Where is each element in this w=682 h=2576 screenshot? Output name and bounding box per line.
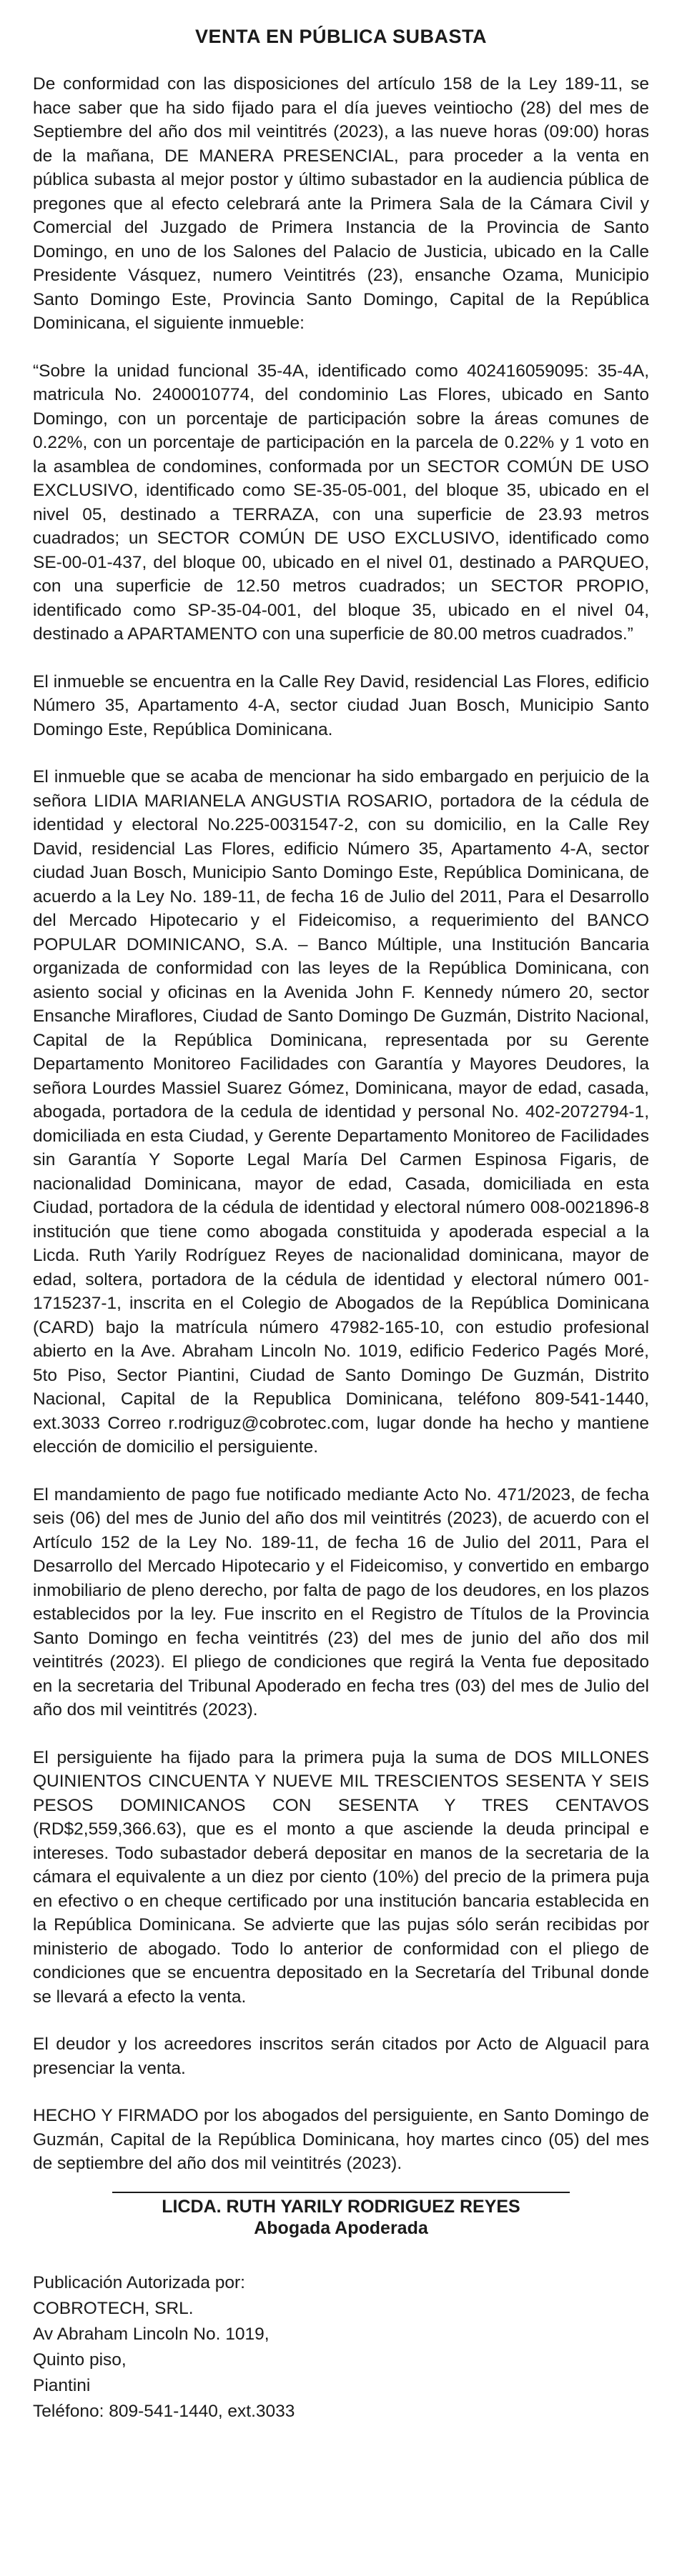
publication-company: COBROTECH, SRL. xyxy=(33,2298,194,2318)
publication-authorized-label: Publicación Autorizada por: xyxy=(33,2272,245,2292)
publication-address: Av Abraham Lincoln No. 1019, xyxy=(33,2324,270,2344)
signature-name: LICDA. RUTH YARILY RODRIGUEZ REYES xyxy=(162,2196,520,2217)
publication-sector: Piantini xyxy=(33,2375,91,2395)
publication-block xyxy=(33,2270,649,2425)
paragraph-signed: HECHO Y FIRMADO por los abogados del persiguiente, en Santo Domingo de Guzmán, Capital de la República Dominicana, hoy martes cinco (05) del mes de septiembre del año dos mil veintitrés (2023). xyxy=(33,2106,649,2173)
signature-role: Abogada Apoderada xyxy=(254,2217,428,2238)
publication-floor: Quinto piso, xyxy=(33,2350,127,2370)
notice-title: VENTA EN PÚBLICA SUBASTA xyxy=(194,26,487,47)
paragraph-property-location: El inmueble se encuentra en la Calle Rey David, residencial Las Flores, edificio Número 35, Apartamento 4-A, sector ciudad Juan Bosch, Municipio Santo Domingo Este, República Dominicana. xyxy=(33,672,649,739)
signature-line xyxy=(112,2192,570,2193)
paragraph-announcement: De conformidad con las disposiciones del artículo 158 de la Ley 189-11, se hace saber que ha sido fijado para el día jueves veintiocho (28) del mes de Septiembre del año dos mil veintitrés (2023), a las nueve horas (09:00) horas de la mañana, DE MANERA PRESENCIAL, para proceder a la venta en pública subasta al mejor postor y último subastador en la audiencia pública de pregones que al efecto celebrará ante la Primera Sala de la Cámara Civil y Comercial del Juzgado de Primera Instancia de la Provincia de Santo Domingo, en uno de los Salones del Palacio de Justicia, ubicado en la Calle Presidente Vásquez, numero Veintitrés (23), ensanche Ozama, Municipio Santo Domingo Este, Provincia Santo Domingo, Capital de la República Dominicana, el siguiente inmueble: xyxy=(33,74,649,333)
paragraph-debtor-citation: El deudor y los acreedores inscritos serán citados por Acto de Alguacil para presenciar la venta. xyxy=(33,2035,649,2078)
paragraph-payment-order: El mandamiento de pago fue notificado mediante Acto No. 471/2023, de fecha seis (06) del mes de Junio del año dos mil veintitrés (2023), de acuerdo con el Artículo 152 de la Ley No. 189-11, de fecha 16 de Julio del 2011, Para el Desarrollo del Mercado Hipotecario y el Fideicomiso, y convertido en embargo inmobiliario de pleno derecho, por falta de pago de los deudores, en los plazos establecidos por la ley. Fue inscrito en el Registro de Títulos de la Provincia Santo Domingo en fecha veintitrés (23) del mes de junio del año dos mil veintitrés (2023). El pliego de condiciones que regirá la Venta fue depositado en la secretaria del Tribunal Apoderado en fecha tres (03) del mes de Julio del año dos mil veintitrés (2023). xyxy=(33,1484,649,1719)
paragraph-property-description: “Sobre la unidad funcional 35-4A, identificado como 402416059095: 35-4A, matricula No. 2400010774, del condominio Las Flores, ubicado en Santo Domingo, con un porcentaje de participación sobre la áreas comunes de 0.22%, con un porcentaje de participación en la parcela de 0.22% y 1 voto en la asamblea de condomines, conformada por un SECTOR COMÚN DE USO EXCLUSIVO, identificado como SE-35-05-001, del bloque 35, ubicado en el nivel 05, destinado a TERRAZA, con una superficie de 23.93 metros cuadrados; un SECTOR COMÚN DE USO EXCLUSIVO, identificado como SE-00-01-437, del bloque 00, ubicado en el nivel 01, destinado a PARQUEO, con una superficie de 12.50 metros cuadrados; un SECTOR PROPIO, identificado como SP-35-04-001, del bloque 35, ubicado en el nivel 04, destinado a APARTAMENTO con una superficie de 80.00 metros cuadrados.” xyxy=(33,361,649,644)
paragraph-seizure-details: El inmueble que se acaba de mencionar ha sido embargado en perjuicio de la señora LIDIA MARIANELA ANGUSTIA ROSARIO, portadora de la cédula de identidad y electoral No.225-0031547-2, con su domicilio, en la Calle Rey David, residencial Las Flores, edificio Número 35, Apartamento 4-A, sector ciudad Juan Bosch, Municipio Santo Domingo Este, República Dominicana, de acuerdo a la Ley No. 189-11, de fecha 16 de Julio del 2011, Para el Desarrollo del Mercado Hipotecario y el Fideicomiso, a requerimiento del BANCO POPULAR DOMINICANO, S.A. – Banco Múltiple, una Institución Bancaria organizada de conformidad con las leyes de la República Dominicana, con asiento social y oficinas en la Avenida John F. Kennedy número 20, sector Ensanche Miraflores, Ciudad de Santo Domingo De Guzmán, Distrito Nacional, Capital de la República Dominicana, representada por su Gerente Departamento Monitoreo Facilidades con Garantía y Mayores Deudores, la señora Lourdes Massiel Suarez Gómez, Dominicana, mayor de edad, casada, abogada, portadora de la cedula de identidad y personal No. 402-2072794-1, domiciliada en esta Ciudad, y Gerente Departamento Monitoreo de Facilidades sin Garantía Y Soporte Legal María Del Carmen Espinosa Figaris, de nacionalidad Dominicana, mayor de edad, Casada, domiciliada en esta Ciudad, portadora de la cédula de identidad y electoral número 008-0021896-8 institución que tiene como abogada constituida y apoderada especial a la Licda. Ruth Yarily Rodríguez Reyes de nacionalidad dominicana, mayor de edad, soltera, portadora de la cédula de identidad y electoral número 001-1715237-1, inscrita en el Colegio de Abogados de la República Dominicana (CARD) bajo la matrícula número 47982-165-10, con estudio profesional abierto en la Ave. Abraham Lincoln No. 1019, edificio Federico Pagés Moré, 5to Piso, Sector Piantini, Ciudad de Santo Domingo De Guzmán, Distrito Nacional, Capital de la Republica Dominicana, teléfono 809-541-1440, ext.3033 Correo r.rodriguz@cobrotec.com, lugar donde ha hecho y mantiene elección de domicilio el persiguiente. xyxy=(33,767,649,1457)
paragraph-first-bid: El persiguiente ha fijado para la primera puja la suma de DOS MILLONES QUINIENTOS CINCUENTA Y NUEVE MIL TRESCIENTOS SESENTA Y SEIS PESOS DOMINICANOS CON SESENTA Y TRES CENTAVOS (RD$2,559,366.63), que es el monto a que asciende la deuda principal e intereses. Todo subastador deberá depositar en manos de la secretaria de la cámara el equivalente a un diez por ciento (10%) del precio de la primera puja en efectivo o en cheque certificado por una institución bancaria establecida en la República Dominicana. Se advierte que las pujas sólo serán recibidas por ministerio de abogado. Todo lo anterior de conformidad con el pliego de condiciones que se encuentra depositado en la Secretaría del Tribunal donde se llevará a efecto la venta. xyxy=(33,1747,649,2007)
publication-phone: Teléfono: 809-541-1440, ext.3033 xyxy=(33,2401,295,2421)
